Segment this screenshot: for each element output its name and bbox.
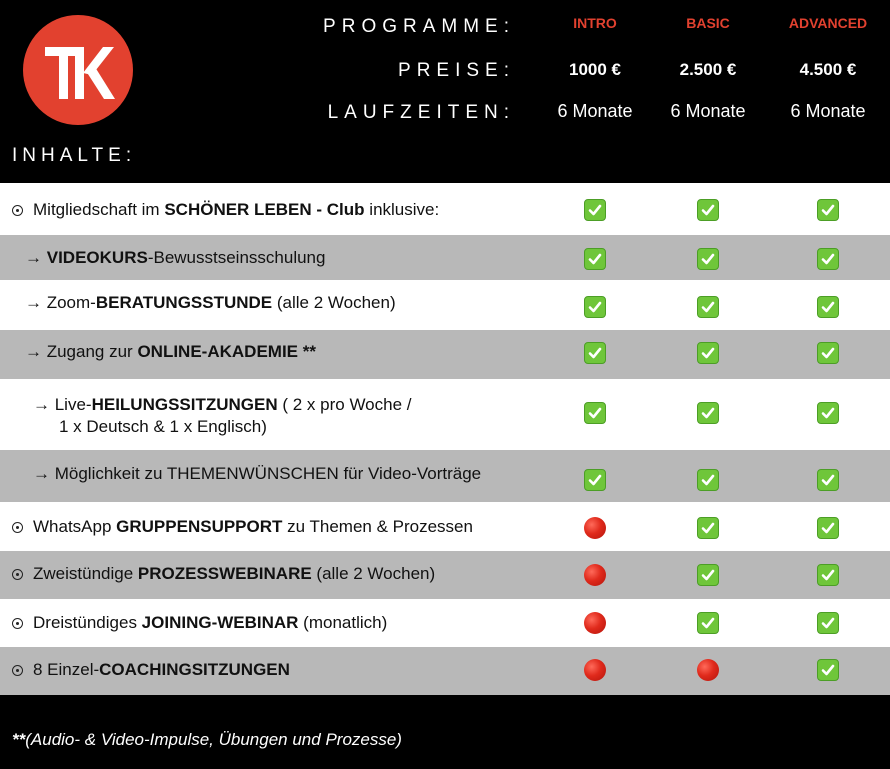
check-icon	[697, 564, 719, 586]
red-dot-icon	[697, 659, 719, 681]
check-icon	[697, 469, 719, 491]
plan-price-advanced: 4.500 €	[799, 60, 857, 79]
check-icon	[817, 659, 839, 681]
plan-duration-intro: 6 Monate	[557, 101, 633, 121]
plan-duration-basic: 6 Monate	[670, 101, 746, 121]
check-icon	[584, 199, 606, 221]
feature-label: → VIDEOKURS-Bewusstseinsschulung	[25, 248, 326, 267]
feature-table	[0, 183, 890, 695]
plan-name-basic: BASIC	[686, 15, 730, 31]
preise-label: PREISE:	[398, 60, 515, 81]
feature-label: → Live-HEILUNGSSITZUNGEN ( 2 x pro Woche /	[33, 395, 412, 414]
laufzeiten-label: LAUFZEITEN:	[327, 102, 515, 123]
red-dot-icon	[584, 612, 606, 634]
table-row	[0, 551, 890, 599]
table-row	[0, 647, 890, 695]
check-icon	[817, 564, 839, 586]
programme-label: PROGRAMME:	[323, 16, 515, 37]
feature-label: WhatsApp GRUPPENSUPPORT zu Themen & Prozessen	[12, 516, 473, 538]
check-icon	[817, 469, 839, 491]
table-row	[0, 379, 890, 450]
check-icon	[697, 342, 719, 364]
table-row	[0, 502, 890, 551]
red-dot-icon	[584, 659, 606, 681]
feature-label: Dreistündiges JOINING-WEBINAR (monatlich)	[12, 612, 387, 634]
bullet-icon	[12, 665, 23, 676]
check-icon	[697, 199, 719, 221]
check-icon	[817, 517, 839, 539]
check-icon	[584, 296, 606, 318]
red-dot-icon	[584, 564, 606, 586]
check-icon	[584, 402, 606, 424]
check-icon	[817, 248, 839, 270]
footnote-bar	[0, 712, 890, 769]
bullet-icon	[12, 569, 23, 580]
check-icon	[697, 517, 719, 539]
footnote-text: **(Audio- & Video-Impulse, Übungen und Prozesse)	[12, 730, 402, 749]
check-icon	[817, 199, 839, 221]
bullet-icon	[12, 205, 23, 216]
feature-label: Zweistündige PROZESSWEBINARE (alle 2 Wochen)	[12, 563, 435, 585]
check-icon	[584, 342, 606, 364]
check-icon	[817, 402, 839, 424]
check-icon	[697, 248, 719, 270]
table-row	[0, 330, 890, 379]
plan-price-intro: 1000 €	[569, 60, 621, 79]
feature-label: Mitgliedschaft im SCHÖNER LEBEN - Club inklusive:	[12, 199, 439, 221]
check-icon	[697, 402, 719, 424]
table-row	[0, 599, 890, 647]
check-icon	[584, 248, 606, 270]
check-icon	[817, 296, 839, 318]
bullet-icon	[12, 522, 23, 533]
table-row	[0, 183, 890, 235]
plan-name-advanced: ADVANCED	[788, 15, 868, 31]
feature-label: → Möglichkeit zu THEMENWÜNSCHEN für Video-Vorträge	[33, 464, 482, 483]
check-icon	[817, 342, 839, 364]
table-row	[0, 235, 890, 280]
plan-duration-advanced: 6 Monate	[790, 101, 866, 121]
feature-label: → Zugang zur ONLINE-AKADEMIE **	[25, 342, 316, 361]
feature-label-line2: 1 x Deutsch & 1 x Englisch)	[59, 417, 267, 436]
pricing-header	[0, 0, 890, 183]
plan-name-intro: INTRO	[573, 15, 617, 31]
check-icon	[697, 296, 719, 318]
plan-price-basic: 2.500 €	[679, 60, 737, 79]
check-icon	[697, 612, 719, 634]
check-icon	[817, 612, 839, 634]
table-row	[0, 280, 890, 330]
inhalte-label: INHALTE:	[12, 145, 137, 166]
tk-logo-icon	[23, 15, 133, 125]
feature-label: → Zoom-BERATUNGSSTUNDE (alle 2 Wochen)	[25, 293, 396, 312]
bullet-icon	[12, 618, 23, 629]
check-icon	[584, 469, 606, 491]
table-row	[0, 450, 890, 502]
feature-label: 8 Einzel-COACHINGSITZUNGEN	[12, 659, 290, 681]
red-dot-icon	[584, 517, 606, 539]
